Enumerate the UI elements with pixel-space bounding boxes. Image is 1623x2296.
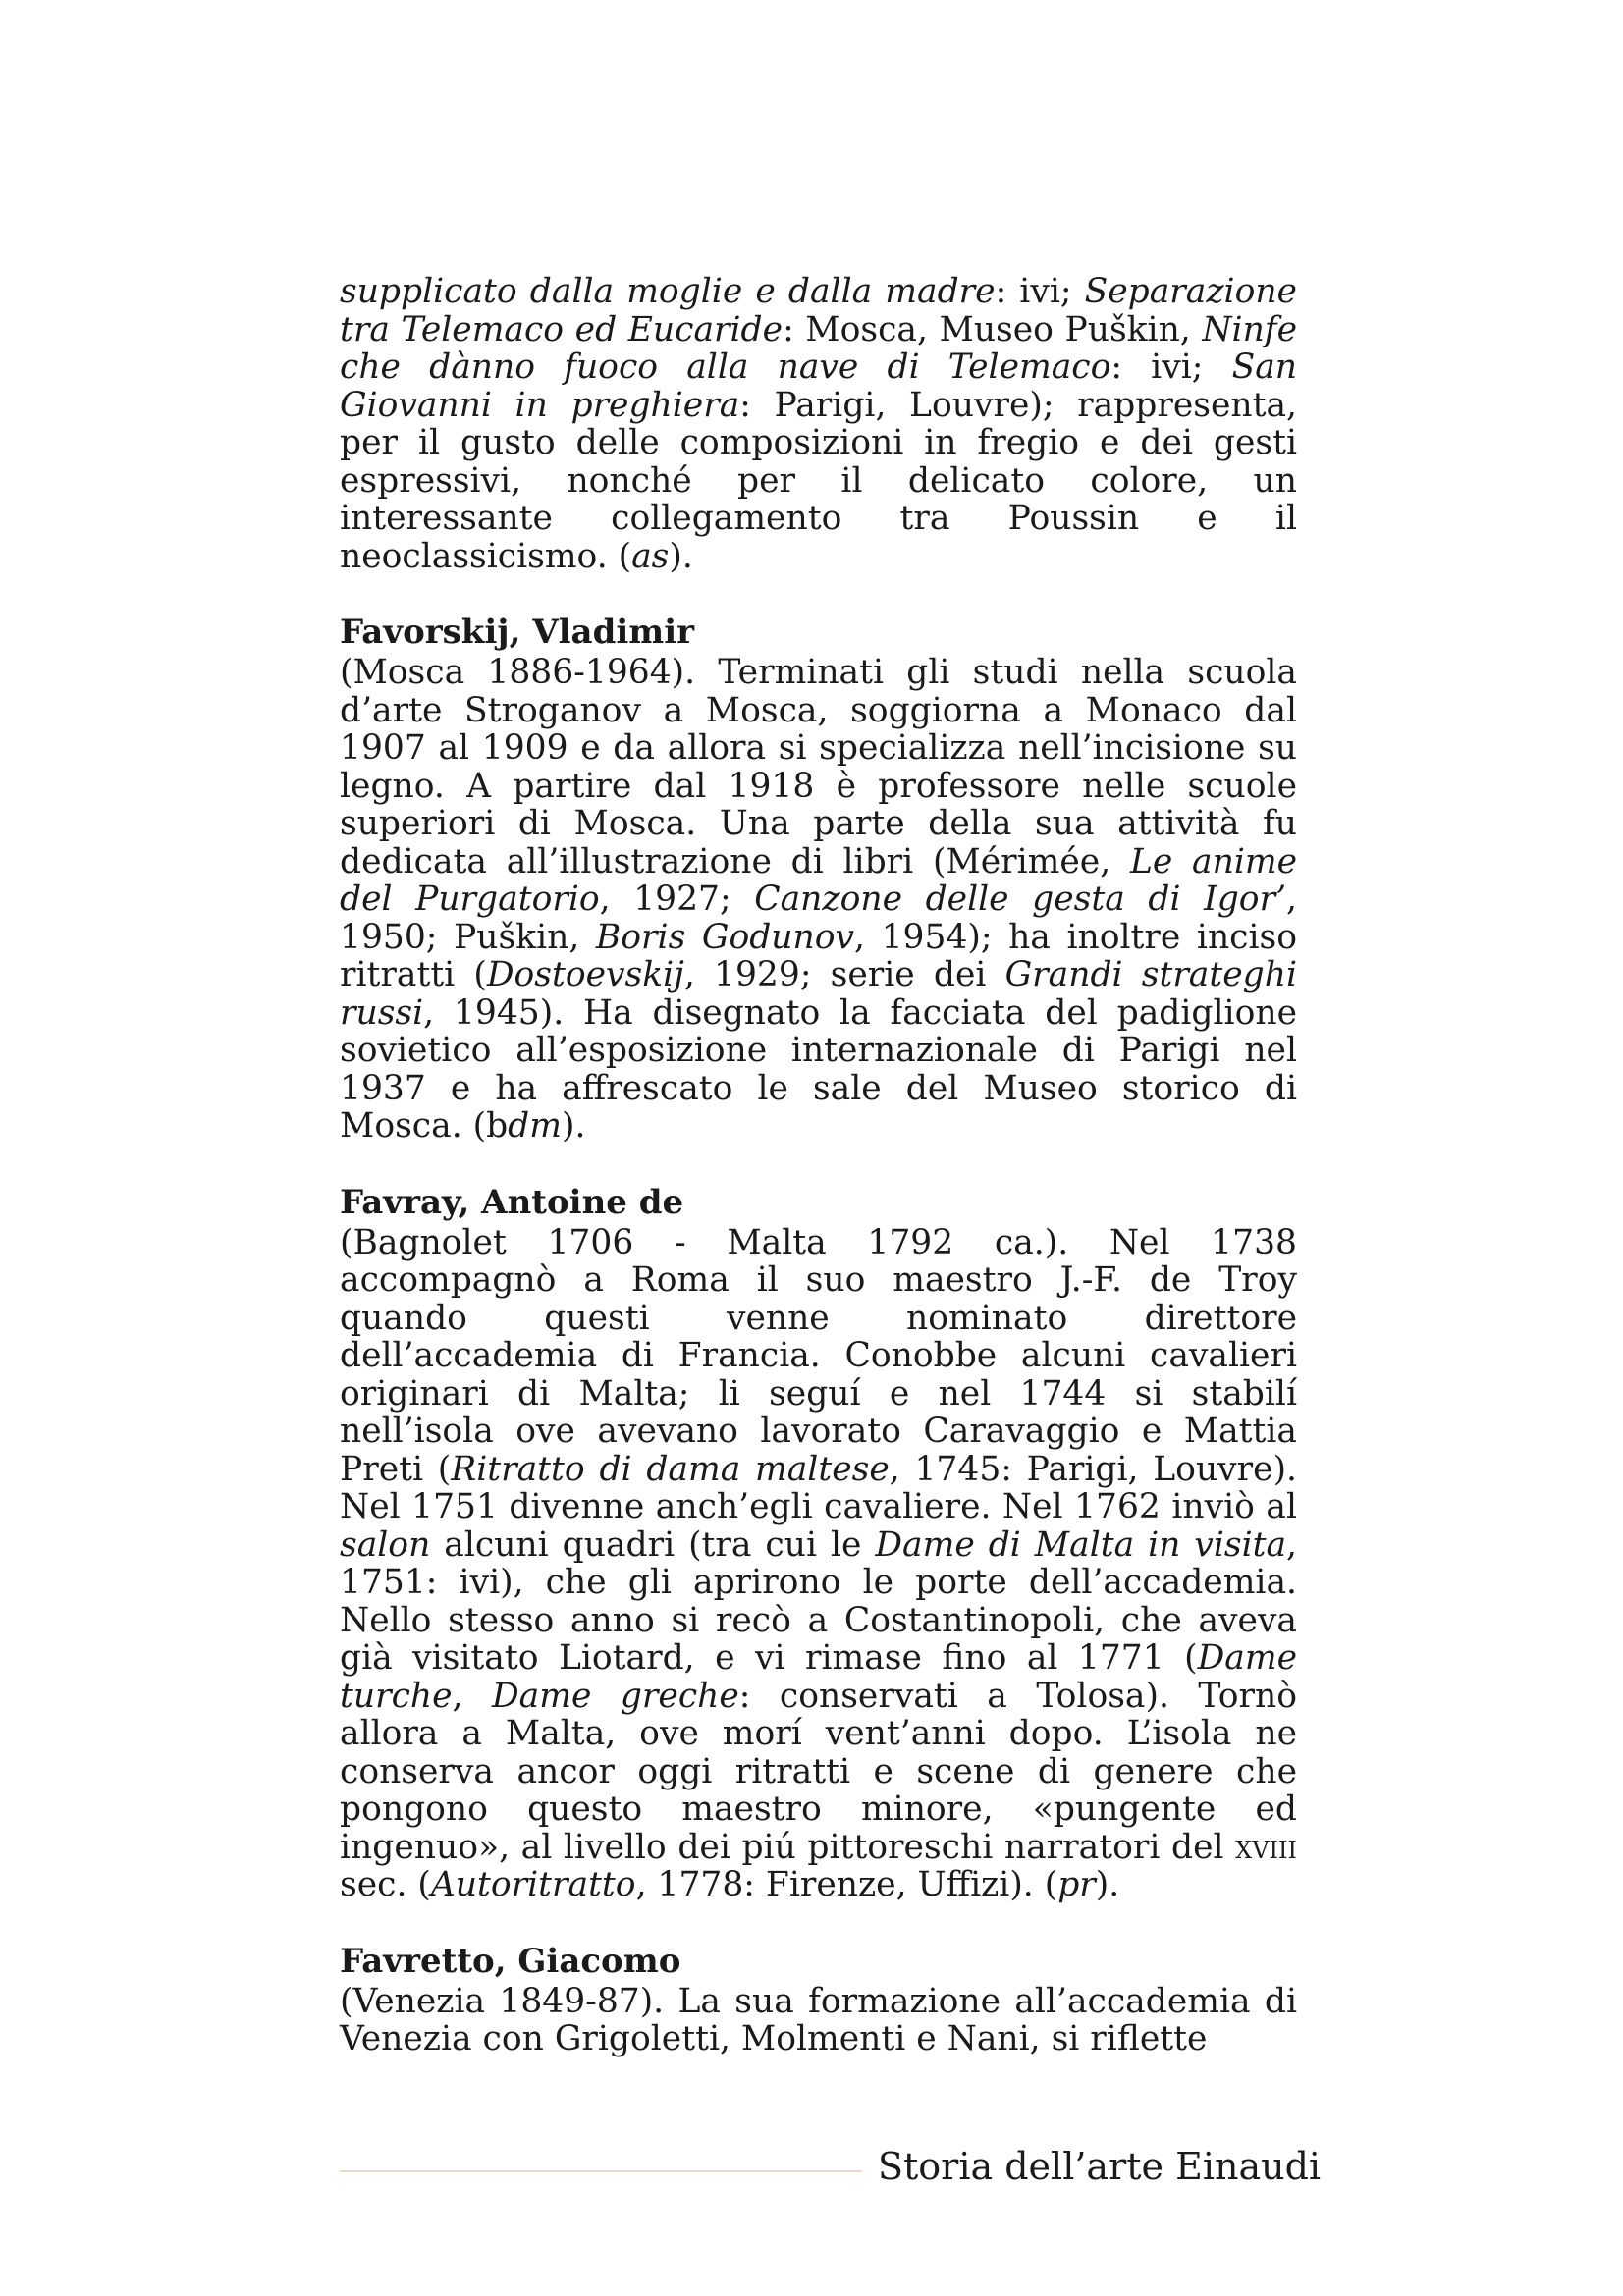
page-body	[340, 273, 1297, 2058]
entry-title: Favorskij, Vladimir	[340, 613, 695, 652]
entry-text: (Venezia 1849-87). La sua formazione all’accademia di Venezia con Grigoletti, Molmenti e Nani, si riflette	[340, 1981, 1297, 2058]
entry-favretto	[340, 1942, 1297, 2058]
entry-title: Favretto, Giacomo	[340, 1941, 681, 1981]
entry-text: (Mosca 1886-1964). Terminati gli studi nella scuola d’arte Stroganov a Mosca, soggiorna a Monaco dal 1907 al 1909 e da allora si specializza nell’incisione su legno. A partire dal 1918 è professore nelle scuole superiori di Mosca. Una parte della sua attività fu dedicata all’illustrazione di libri (Mérimée, Le anime del Purgatorio, 1927; Canzone delle gesta di Igor’, 1950; Puškin, Boris Godunov, 1954); ha inoltre inciso ritratti (Dostoevskij, 1929; serie dei Grandi strateghi russi, 1945). Ha disegnato la facciata del padiglione sovietico all’esposizione internazionale di Parigi nel 1937 e ha affrescato le sale del Museo storico di Mosca. (bdm).	[340, 653, 1298, 1146]
intro-paragraph: supplicato dalla moglie e dalla madre: ivi; Separazione tra Telemaco ed Eucaride: Mosca, Museo Puškin, Ninfe che dànno fuoco alla nave di Telemaco: ivi; San Giovanni in preghiera: Parigi, Louvre); rappresenta, per il gusto delle composizioni in fregio e dei gesti espressivi, nonché per il delicato colore, un interessante collegamento tra Poussin e il neoclassicismo. (as).	[340, 272, 1297, 576]
footer-divider	[340, 2170, 862, 2172]
entry-favorskij	[340, 613, 1297, 1146]
entry-text: (Bagnolet 1706 - Malta 1792 ca.). Nel 1738 accompagnò a Roma il suo maestro J.-F. de Troy quando questi venne nominato direttore dell’accademia di Francia. Conobbe alcuni cavalieri originari di Malta; li seguí e nel 1744 si stabilí nell’isola ove avevano lavorato Caravaggio e Mattia Preti (Ritratto di dama maltese, 1745: Parigi, Louvre). Nel 1751 divenne anch’egli cavaliere. Nel 1762 inviò al salon alcuni quadri (tra cui le Dame di Malta in visita, 1751: ivi), che gli aprirono le porte dell’accademia. Nello stesso anno si recò a Costantinopoli, che aveva già visitato Liotard, e vi rimase fino al 1771 (Dame turche, Dame greche: conservati a Tolosa). Tornò allora a Malta, ove morí vent’anni dopo. L’isola ne conserva ancor oggi ritratti e scene di genere che pongono questo maestro minore, «pungente ed ingenuo», al livello dei piú pittoreschi narratori del xviii sec. (Autoritratto, 1778: Firenze, Uffizi). (pr).	[340, 1222, 1298, 1904]
entry-title: Favray, Antoine de	[340, 1182, 684, 1222]
entry-favray	[340, 1183, 1297, 1904]
footer-title: Storia dell’arte Einaudi	[878, 2145, 1322, 2188]
